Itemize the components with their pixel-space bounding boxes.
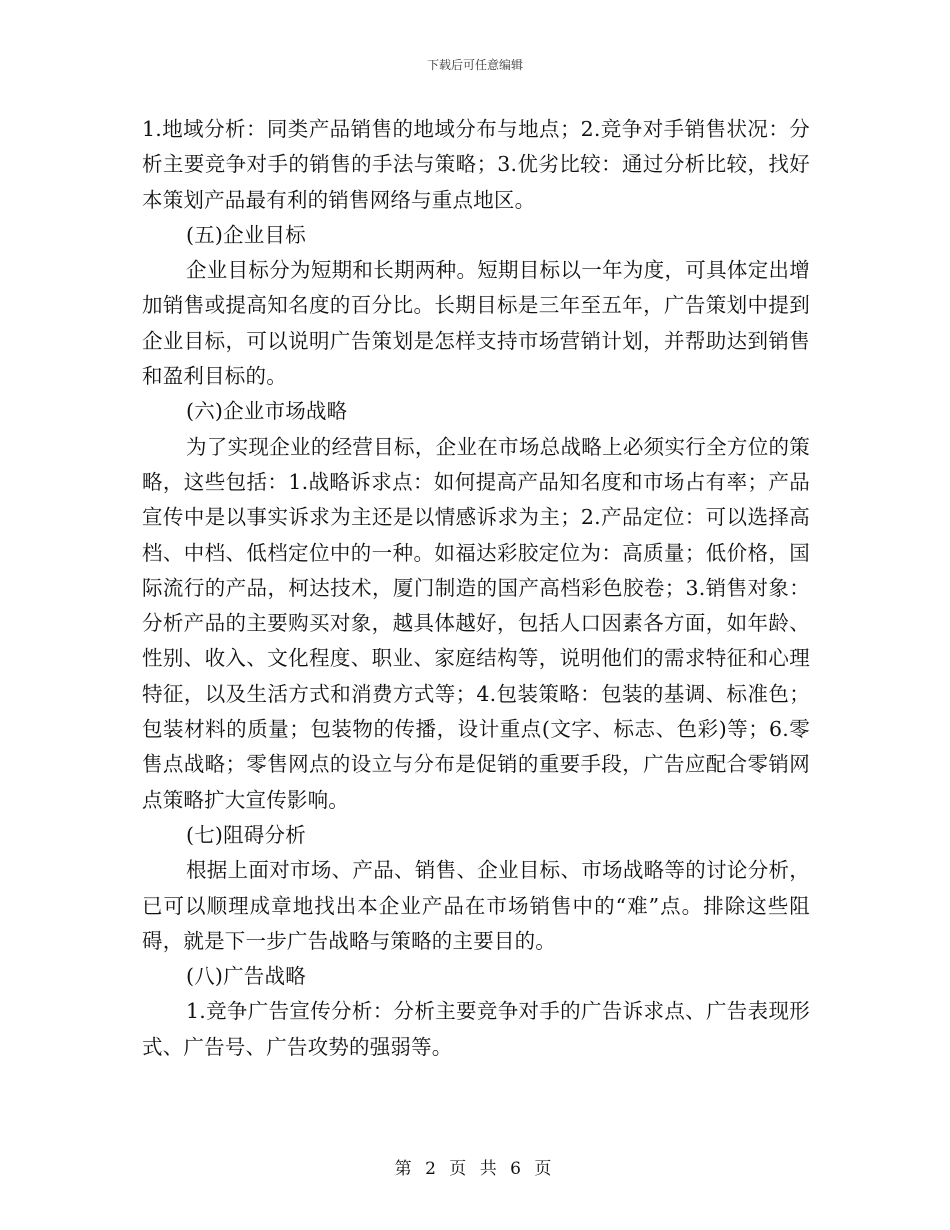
heading-obstacle-analysis: (七)阻碍分析 [186, 822, 306, 847]
heading-advertising-strategy: (八)广告战略 [186, 964, 306, 989]
paragraph-obstacle-analysis: 根据上面对市场、产品、销售、企业目标、市场战略等的讨论分析，已可以顺理成章地找出本企业产品在市场销售中的“难”点。排除这些阻碍，就是下一步广告战略与策略的主要目的。 [142, 858, 810, 953]
heading-market-strategy: (六)企业市场战略 [186, 399, 348, 424]
paragraph-regional-analysis: 1.地域分析：同类产品销售的地域分布与地点；2.竞争对手销售状况：分析主要竞争对手的销售的手法与策略；3.优劣比较：通过分析比较，找好本策划产品最有利的销售网络与重点地区。 [142, 117, 810, 212]
paragraph-competitive-ad-analysis: 1.竞争广告宣传分析：分析主要竞争对手的广告诉求点、广告表现形式、广告号、广告攻势的强弱等。 [142, 999, 810, 1059]
page-header: 下载后可任意编辑 [426, 58, 523, 72]
paragraph-enterprise-goals: 企业目标分为短期和长期两种。短期目标以一年为度，可具体定出增加销售或提高知名度的百分比。长期目标是三年至五年，广告策划中提到企业目标，可以说明广告策划是怎样支持市场营销计划，并帮助达到销售和盈利目标的。 [142, 258, 810, 389]
heading-enterprise-goals: (五)企业目标 [186, 222, 306, 247]
page-footer: 第 2 页 共 6 页 [394, 1159, 556, 1179]
document-body [142, 112, 810, 1065]
paragraph-market-strategy: 为了实现企业的经营目标，企业在市场总战略上必须实行全方位的策略，这些包括：1.战略诉求点：如何提高产品知名度和市场占有率；产品宣传中是以事实诉求为主还是以情感诉求为主；2.产品定位：可以选择高档、中档、低档定位中的一种。如福达彩胶定位为：高质量；低价格，国际流行的产品，柯达技术，厦门制造的国产高档彩色胶卷；3.销售对象：分析产品的主要购买对象，越具体越好，包括人口因素各方面，如年龄、性别、收入、文化程度、职业、家庭结构等，说明他们的需求特征和心理特征，以及生活方式和消费方式等；4.包装策略：包装的基调、标准色；包装材料的质量；包装物的传播，设计重点(文字、标志、色彩)等；6.零售点战略；零售网点的设立与分布是促销的重要手段，广告应配合零销网点策略扩大宣传影响。 [142, 434, 810, 812]
